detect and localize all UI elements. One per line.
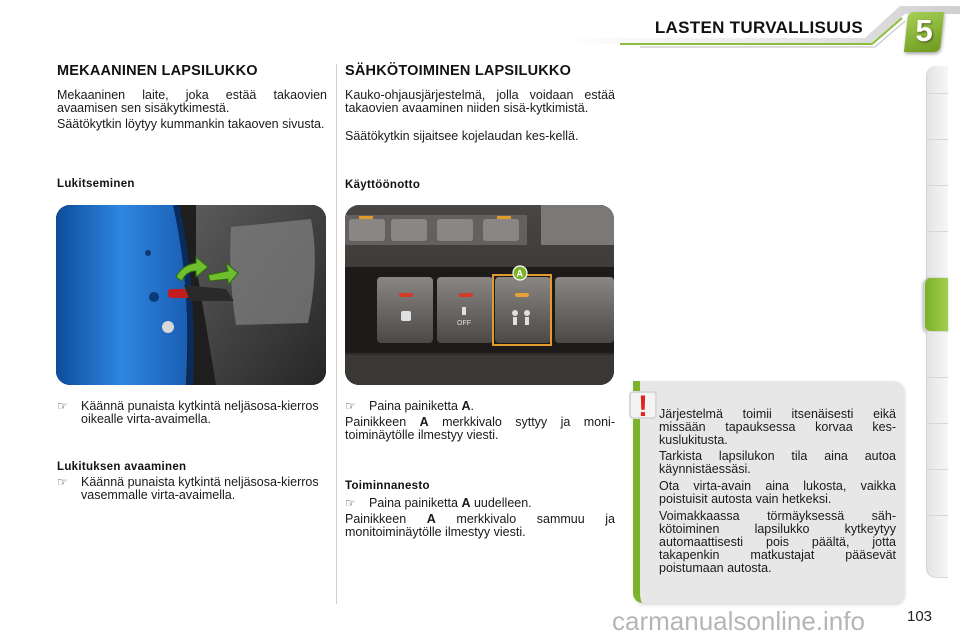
deactivation-step-suffix: uudelleen. <box>473 496 532 510</box>
deactivation-heading: Toiminnanesto <box>345 480 430 492</box>
deactivation-step-prefix: Paina painiketta <box>369 496 458 510</box>
deactivation-result-prefix: Painikkeen <box>345 512 407 526</box>
chapter-number: 5 <box>915 13 933 48</box>
deactivation-result <box>345 513 615 539</box>
warning-text-3: Ota virta-avain aina lukosta, vaikka poistuisit autosta vain hetkeksi. <box>659 479 896 506</box>
dashboard-switch-photo <box>345 205 614 385</box>
deactivation-result-suffix: merkkivalo sammuu ja monitoiminäytölle ilmestyy viesti. <box>345 512 615 539</box>
unlocking-step <box>57 476 329 502</box>
chapter-tabs <box>926 66 948 578</box>
unlocking-heading: Lukituksen avaaminen <box>57 461 187 473</box>
chapter-tab-4[interactable] <box>926 186 948 232</box>
electric-lock-location: Säätökytkin sijaitsee kojelaudan kes-kellä. <box>345 129 579 143</box>
activation-step-suffix: . <box>470 399 474 413</box>
chapter-tab-2[interactable] <box>926 94 948 140</box>
chapter-tab-9[interactable] <box>926 470 948 516</box>
warning-text-1: Järjestelmä toimii itsenäisesti eikä missään tapauksessa korvaa kes-kuslukitusta. <box>659 407 896 447</box>
door-lock-photo <box>56 205 326 385</box>
exclamation-icon: ! <box>638 390 648 423</box>
warning-text-4: Voimakkaassa törmäyksessä säh-kötoiminen lapsilukko kytkeytyy automaattisesti pois päältä, jotta takapenkin matkustajat pääsevät poistumaan autosta. <box>659 509 896 575</box>
button-a-ref: A <box>461 496 471 510</box>
pointing-hand-icon: ☞ <box>345 399 356 413</box>
button-a-ref: A <box>419 415 429 429</box>
pointing-hand-icon: ☞ <box>345 496 356 510</box>
activation-result-prefix: Painikkeen <box>345 415 407 429</box>
activation-heading: Käyttöönotto <box>345 179 421 191</box>
chapter-tab-1[interactable] <box>926 66 948 94</box>
mechanical-lock-location: Säätökytkin löytyy kummankin takaoven sivusta. <box>57 117 325 131</box>
unlocking-step-text: Käännä punaista kytkintä neljäsosa-kierros vasemmalle virta-avaimella. <box>81 475 319 502</box>
button-a-ref: A <box>461 399 471 413</box>
off-label: OFF <box>457 320 471 327</box>
mechanical-lock-title: MEKAANINEN LAPSILUKKO <box>57 63 258 79</box>
locking-step-text: Käännä punaista kytkintä neljäsosa-kierros oikealle virta-avaimella. <box>81 399 319 426</box>
watermark: carmanualsonline.info <box>612 606 865 636</box>
warning-text-2: Tarkista lapsilukon tila aina autoa käynnistäessäsi. <box>659 449 896 476</box>
pointing-hand-icon: ☞ <box>57 399 68 413</box>
chapter-tab-3[interactable] <box>926 140 948 186</box>
chapter-title: LASTEN TURVALLISUUS <box>654 18 863 37</box>
page-header <box>0 0 960 56</box>
chapter-tab-6[interactable] <box>926 332 948 378</box>
chapter-tab-7[interactable] <box>926 378 948 424</box>
electric-lock-intro: Kauko-ohjausjärjestelmä, jolla voidaan estää takaovien avaaminen niiden sisä-kytkimistä. <box>345 88 615 115</box>
column-divider <box>336 64 337 604</box>
deactivation-step <box>345 497 617 510</box>
pointing-hand-icon: ☞ <box>57 475 68 489</box>
activation-result-suffix: merkkivalo syttyy ja moni-toiminäytölle ilmestyy viesti. <box>345 415 615 442</box>
chapter-badge <box>904 12 944 52</box>
page-number: 103 <box>907 608 933 625</box>
chapter-tab-5-active[interactable] <box>924 278 948 332</box>
button-a-ref: A <box>426 512 436 526</box>
electric-lock-title: SÄHKÖTOIMINEN LAPSILUKKO <box>345 63 572 79</box>
chapter-tab-4b[interactable] <box>926 232 948 280</box>
mechanical-lock-intro: Mekaaninen laite, joka estää takaovien avaamisen sen sisäkytkimestä. <box>57 88 327 115</box>
warning-icon <box>629 390 657 423</box>
callout-a-label: A <box>516 268 523 279</box>
chapter-tab-8[interactable] <box>926 424 948 470</box>
activation-step <box>345 400 617 413</box>
chapter-tab-10[interactable] <box>926 516 948 578</box>
locking-heading: Lukitseminen <box>57 178 135 190</box>
activation-step-prefix: Paina painiketta <box>369 399 458 413</box>
activation-result <box>345 416 615 442</box>
locking-step <box>57 400 329 426</box>
